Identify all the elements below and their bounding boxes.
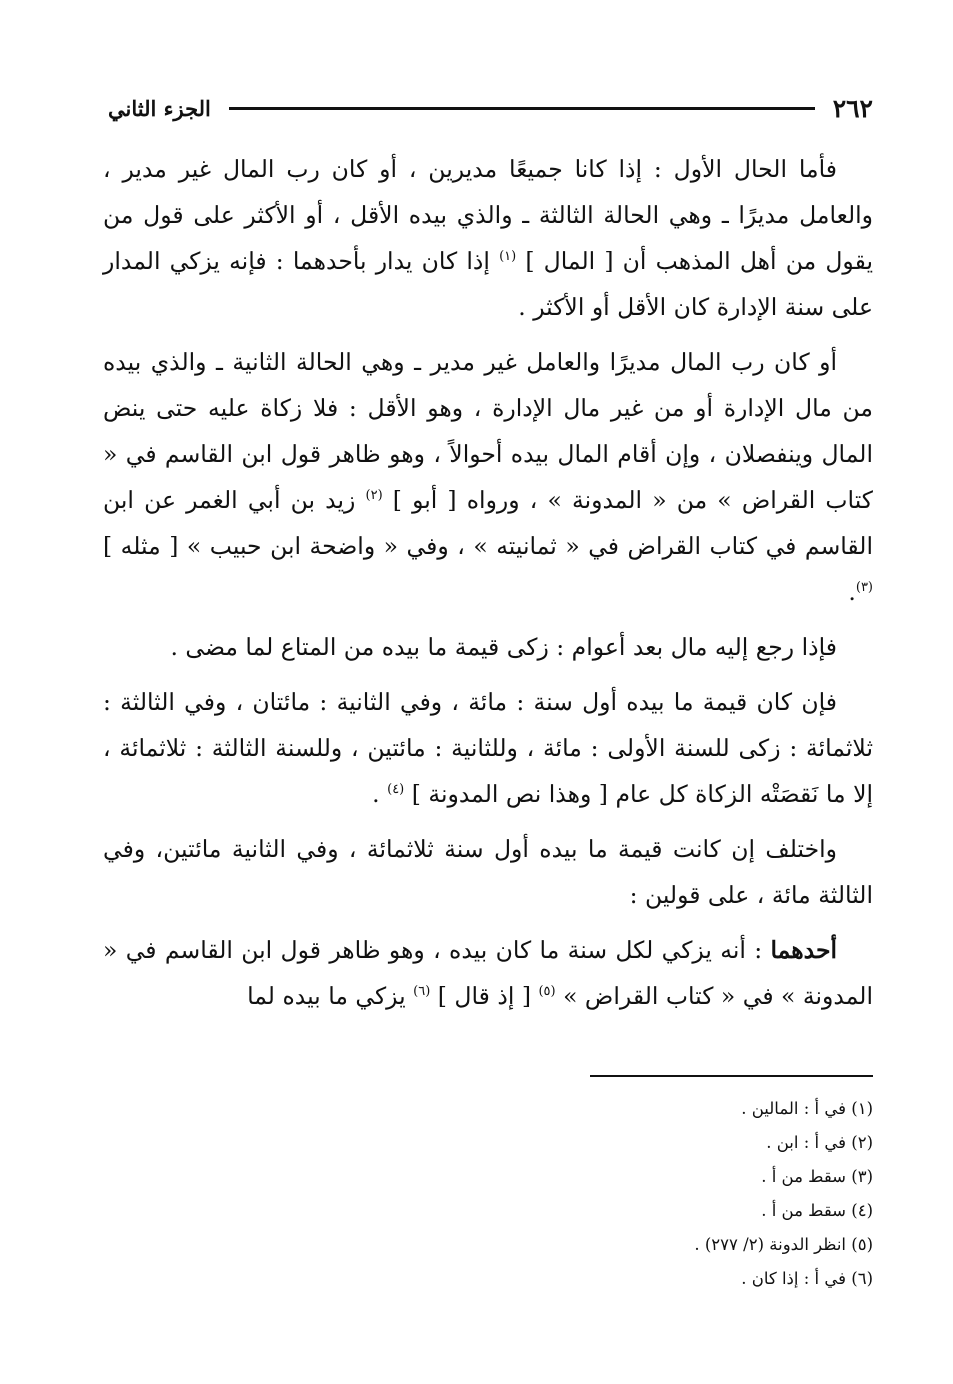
- body-paragraph: [103, 679, 873, 817]
- paragraph-text: فإن كان قيمة ما بيده أول سنة : مائة ، وفي الثانية : مائتان ، وفي الثالثة : ثلاثمائة : زكى للسنة الأولى : مائة ، وللثانية : مائتين ، وللسنة الثالثة : ثلاثمائة ، إلا ما نَقصَتْه الزكاة كل عام [ وهذا نص المدونة ]: [103, 688, 873, 808]
- footnotes: [480, 1092, 873, 1296]
- body-paragraph: [103, 624, 873, 670]
- header-rule: [229, 107, 815, 110]
- body-paragraph: [103, 826, 873, 918]
- paragraph-text: واختلف إن كانت قيمة ما بيده أول سنة ثلاثمائة ، وفي الثانية مائتين، وفي الثالثة مائة ، على قولين :: [103, 835, 873, 909]
- body-paragraph: [103, 146, 873, 330]
- footnote-item: (٥) انظر الدونة (٢/ ٢٧٧) .: [694, 1235, 873, 1254]
- paragraph-text: [ إذ قال ]: [430, 982, 539, 1010]
- page-header: [108, 88, 873, 128]
- page-number: ٢٦٢: [832, 93, 873, 123]
- footnote-reference: (٣): [855, 580, 873, 596]
- footnote-reference: (٤): [387, 782, 405, 798]
- paragraph-text: .: [848, 578, 856, 606]
- paragraph-text: يزكي ما بيده لما: [247, 982, 414, 1010]
- footnote-reference: (٢): [365, 488, 383, 504]
- paragraph-text: .: [372, 780, 388, 808]
- paragraph-text: أو كان رب المال مديرًا والعامل غير مدير ـ وهي الحالة الثانية ـ والذي بيده من مال الإدارة أو من غير مال الإدارة ، وهو الأقل : فلا زكاة عليه حتى ينض المال وينفصلان ، وإن أقام المال بيده أحوالاً ، وهو ظاهر قول ابن القاسم في « كتاب القراض » من « المدونة » ، ورواه [ أبو ]: [103, 348, 873, 514]
- footnote-reference: (١): [499, 249, 517, 265]
- paragraph-text: : أنه يزكي لكل سنة ما كان بيده ، وهو ظاهر قول ابن القاسم في « المدونة » في « كتاب القراض »: [103, 936, 873, 1010]
- footnote-item: (٤) سقط من أ .: [761, 1201, 873, 1220]
- body-text: [103, 146, 873, 1028]
- footnote-reference: (٦): [413, 984, 431, 1000]
- paragraph-text: فأما الحال الأول : إذا كانا جميعًا مديرين ، أو كان رب المال غير مدير ، والعامل مديرًا ـ وهي الحالة الثالثة ـ والذي بيده الأقل ، أو الأكثر على قول من يقول من أهل المذهب أن [ المال ]: [103, 155, 873, 275]
- paragraph-text: فإذا رجع إليه مال بعد أعوام : زكى قيمة ما بيده من المتاع لما مضى .: [170, 633, 837, 661]
- paragraph-text: زيد بن أبي الغمر عن ابن القاسم في كتاب القراض في « ثمانيته » ، وفي « واضحة ابن حبيب » [ مثله ]: [103, 486, 873, 560]
- paragraph-text: إذا كان يدار بأحدهما : فإنه يزكي المدار على سنة الإدارة كان الأقل أو الأكثر .: [103, 247, 873, 321]
- body-paragraph: [103, 927, 873, 1019]
- footnote-separator: [590, 1075, 873, 1077]
- footnote-item: (٦) في أ : إذا كان .: [741, 1269, 873, 1288]
- body-paragraph: [103, 339, 873, 615]
- footnote-item: (٣) سقط من أ .: [761, 1167, 873, 1186]
- running-title: الجزء الثاني: [108, 95, 211, 121]
- footnote-reference: (٥): [538, 984, 556, 1000]
- bold-lead-word: أحدهما: [770, 936, 837, 964]
- footnote-item: (٢) في أ : ابن .: [766, 1133, 873, 1152]
- footnote-item: (١) في أ : المالين .: [741, 1099, 873, 1118]
